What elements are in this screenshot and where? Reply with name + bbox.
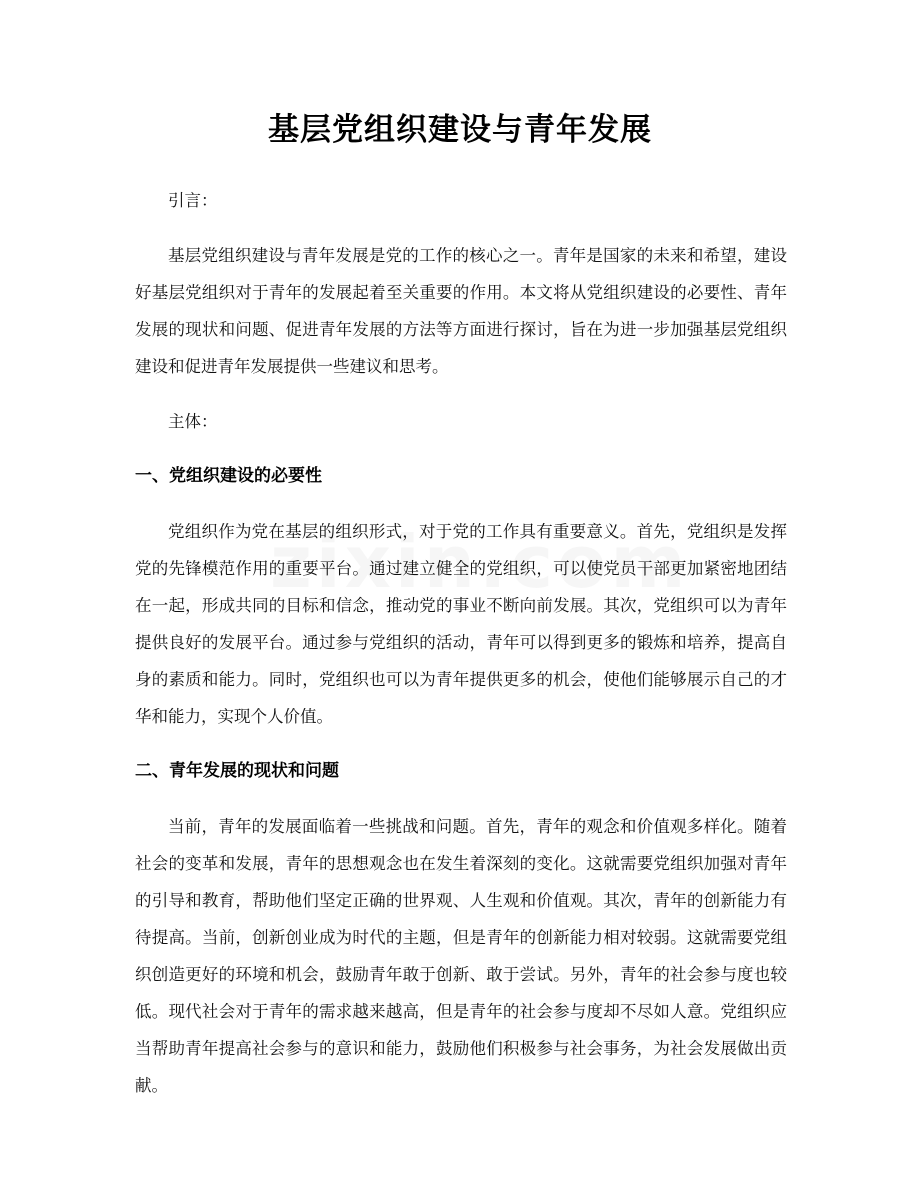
section-heading-1: 一、党组织建设的必要性 bbox=[135, 466, 322, 486]
document-title: 基层党组织建设与青年发展 bbox=[268, 112, 652, 148]
body-label: 主体： bbox=[168, 412, 218, 431]
section-heading-2: 二、青年发展的现状和问题 bbox=[135, 761, 339, 781]
section-paragraph-1: 党组织作为党在基层的组织形式，对于党的工作具有重要意义。首先，党组织是发挥党的先锋模范作用的重要平台。通过建立健全的党组织，可以使党员干部更加紧密地团结在一起，形成共同的目标和信念，推动党的事业不断向前发展。其次，党组织可以为青年提供良好的发展平台。通过参与党组织的活动，青年可以得到更多的锻炼和培养，提高自身的素质和能力。同时，党组织也可以为青年提供更多的机会，使他们能够展示自己的才华和能力，实现个人价值。 bbox=[135, 522, 787, 726]
document-body bbox=[135, 182, 787, 1122]
intro-paragraph: 基层党组织建设与青年发展是党的工作的核心之一。青年是国家的未来和希望，建设好基层党组织对于青年的发展起着至关重要的作用。本文将从党组织建设的必要性、青年发展的现状和问题、促进青年发展的方法等方面进行探讨，旨在为进一步加强基层党组织建设和促进青年发展提供一些建议和思考。 bbox=[135, 246, 787, 376]
section-paragraph-2: 当前，青年的发展面临着一些挑战和问题。首先，青年的观念和价值观多样化。随着社会的变革和发展，青年的思想观念也在发生着深刻的变化。这就需要党组织加强对青年的引导和教育，帮助他们坚定正确的世界观、人生观和价值观。其次，青年的创新能力有待提高。当前，创新创业成为时代的主题，但是青年的创新能力相对较弱。这就需要党组织创造更好的环境和机会，鼓励青年敢于创新、敢于尝试。另外，青年的社会参与度也较低。现代社会对于青年的需求越来越高，但是青年的社会参与度却不尽如人意。党组织应当帮助青年提高社会参与的意识和能力，鼓励他们积极参与社会事务，为社会发展做出贡献。 bbox=[135, 817, 787, 1095]
intro-label: 引言： bbox=[168, 191, 218, 210]
